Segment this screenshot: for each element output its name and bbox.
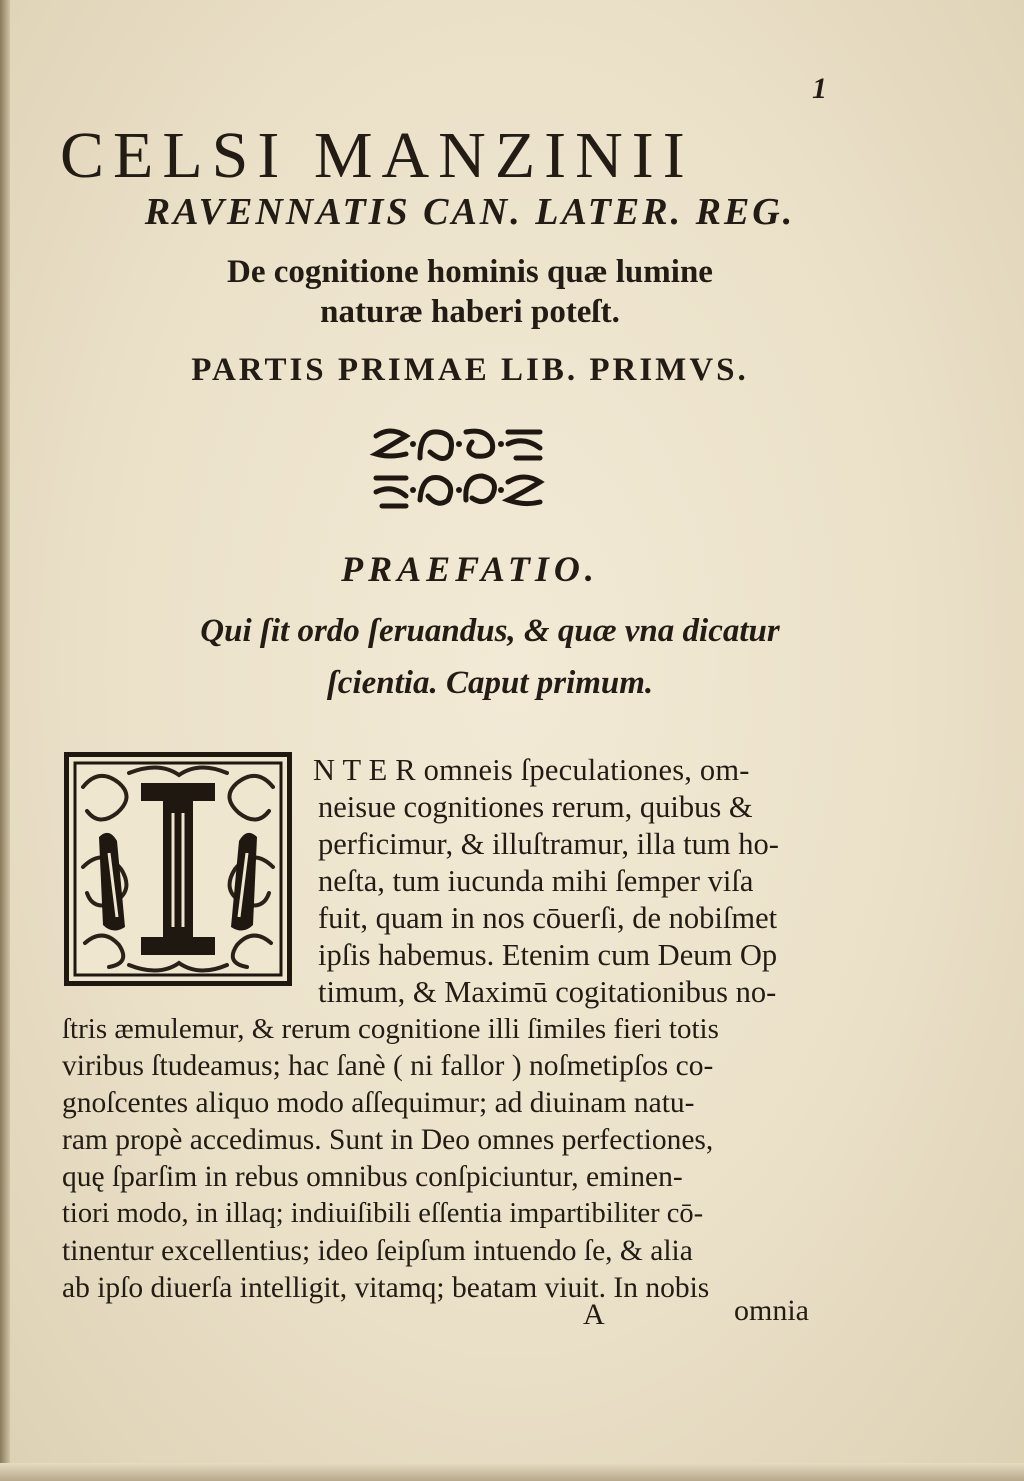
body-text-line: viribus ſtudeamus; hac ſanè ( ni fallor ) noſmetipſos co- <box>62 1050 714 1082</box>
page-bottom-edge <box>0 1463 1024 1481</box>
fleuron-ornament-icon <box>368 424 548 514</box>
part-heading: PARTIS PRIMAE LIB. PRIMVS. <box>191 352 749 388</box>
body-text-line: tinentur excellentius; ideo ſeipſum intuendo ſe, & alia <box>62 1235 693 1267</box>
body-text-line: gnoſcentes aliquo modo aſſequimur; ad diuinam natu- <box>62 1087 695 1119</box>
catchword: omnia <box>734 1294 809 1327</box>
body-text-line: fuit, quam in nos cōuerſi, de nobiſmet <box>318 901 778 935</box>
folio-number: 1 <box>812 72 827 105</box>
description-line: De cognitione hominis quæ lumine <box>227 254 713 290</box>
signature-mark: A <box>583 1298 605 1331</box>
body-text-line: perficimur, & illuſtramur, illa tum ho- <box>318 827 779 861</box>
chapter-heading <box>110 605 870 709</box>
description-line: naturæ haberi poteſt. <box>320 294 620 330</box>
body-text-line: ipſis habemus. Etenim cum Deum Op <box>318 938 778 972</box>
body-text-line: tiori modo, in illaq; indiuiſibili eſſentia impartibiliter cō- <box>62 1198 704 1229</box>
preface-heading: PRAEFATIO. <box>341 549 599 589</box>
body-text-line: ram propè accedimus. Sunt in Deo omnes perfectiones, <box>62 1124 714 1156</box>
body-text-line: timum, & Maximū cogitationibus no- <box>318 975 777 1009</box>
author-title: CELSI MANZINII <box>60 119 694 192</box>
chapter-line: ſcientia. Caput primum. <box>326 665 654 701</box>
body-text-line: ſtris æmulemur, & rerum cognitione illi ſimiles fieri totis <box>62 1013 719 1045</box>
chapter-line: Qui ſit ordo ſeruandus, & quæ vna dicatur <box>200 613 780 649</box>
body-text-line: neſta, tum iucunda mihi ſemper viſa <box>318 864 754 898</box>
body-text-line: N T E R omneis ſpeculationes, om- <box>313 753 750 787</box>
work-description <box>180 252 760 332</box>
body-text-line: ab ipſo diuerſa intelligit, vitamq; beatam viuit. In nobis <box>62 1272 710 1304</box>
page-gutter-shadow <box>0 0 10 1481</box>
decorated-initial-i-icon <box>64 752 292 986</box>
author-subtitle: RAVENNATIS CAN. LATER. REG. <box>144 191 796 233</box>
body-text-line: neisue cognitiones rerum, quibus & <box>318 790 753 824</box>
body-text-line: quę ſparſim in rebus omnibus conſpiciuntur, eminen- <box>62 1161 683 1193</box>
